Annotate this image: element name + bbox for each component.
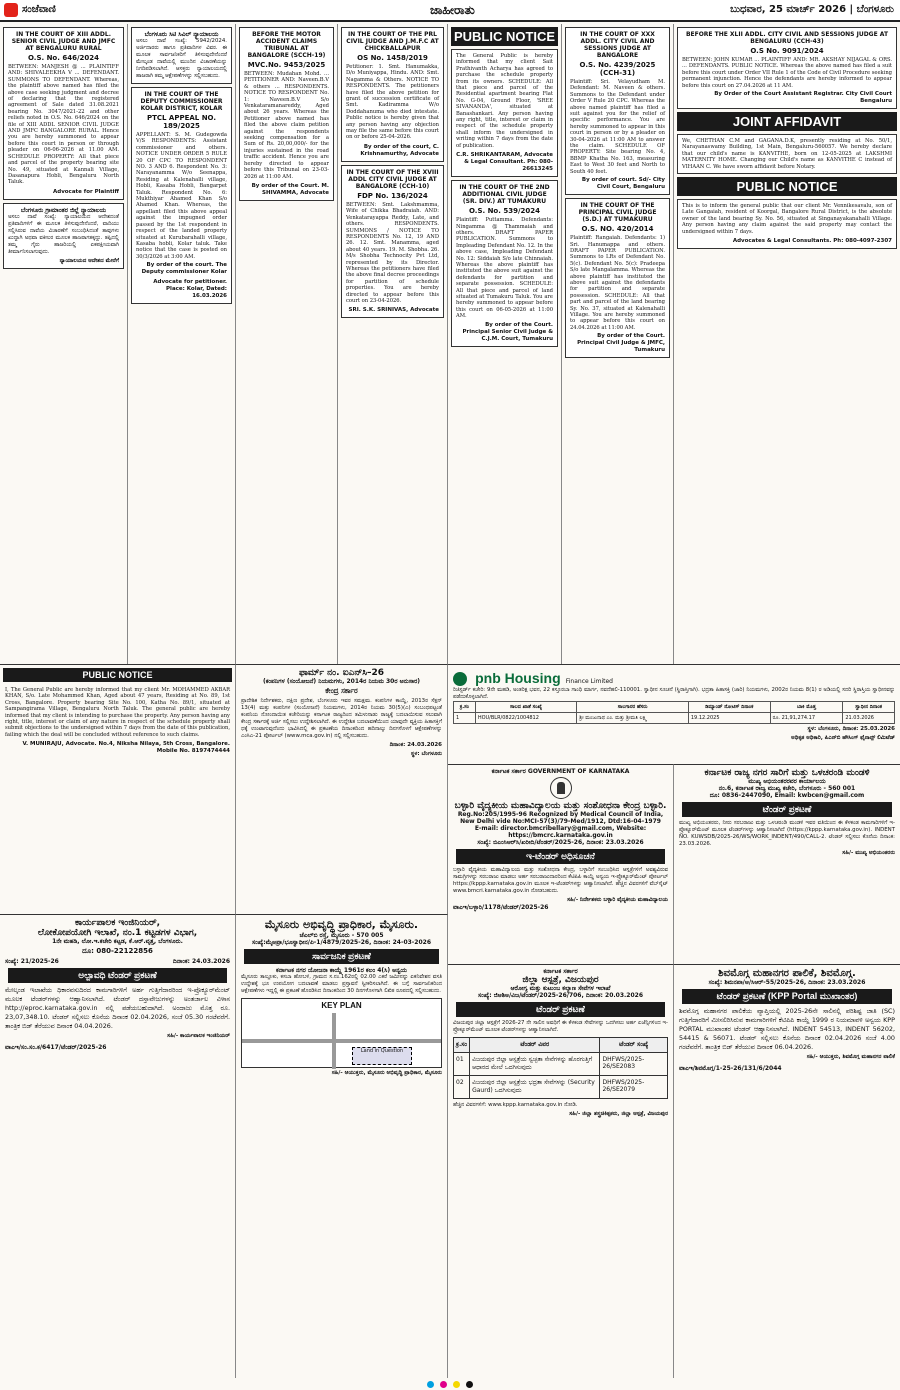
advocate-signature: C.R. SHRIKANTARAM, Advocate & Legal Consultant. Ph: 080-26613245 [456,152,553,173]
tender-body: ಮೇಲ್ಕಂಡ ಇಲಾಖೆಯ ಧಿಕಾರವಸುದಿರದ ಕಾಮಗಾರಿಗಳಿಗೆ ಅರ್ಹ ಗುತ್ತಿಗೆದಾರರಿಂದ ಇ-ಪ್ರೊಕ್ಯೂರ್‌ಮೆಂಟ್ ಮೂಲಕ ಟೆಂಡರ್‌ಗಳನ್ನು ಆಹ್ವಾನಿಸಲಾಗಿದೆ. ಟೆಂಡರ್ ದಸ್ತಾವೇಜುಗಳನ್ನು ಅಂತರ್ಜಾಲ ವಿಳಾಸ http://eproc.karnataka.gov.in ನಲ್ಲಿ ಪಡೆಯಬಹುದಾಗಿದೆ. ಅಂದಾಜು ಮೊತ್ತ ರೂ. 23,07,348.10. ಟೆಂಡರ್ ಸಲ್ಲಿಸಲು ಕೊನೆಯ ದಿನಾಂಕ 02.04.2026, ಸಂಜೆ 05.30 ಗಂಟೆವರೆಗೆ. ತಾಂತ್ರಿಕ ಬಿಡ್ ತೆರೆಯುವ ದಿನಾಂಕ 04.04.2026. [5,986,230,1030]
court-heading: IN THE COURT OF THE 2ND ADDITIONAL CIVIL JUDGE (SR. DIV.) AT TUMAKURU [459,184,550,206]
address: 1ನೇ ಮಹಡಿ, ಲೋ.ಇ.ಕಚೇರಿ ಕಟ್ಟಡ, ಕೆ.ಆರ್.ವೃತ್ತ, ಬೆಂಗಳೂರು. [52,938,183,945]
registration-dot [427,1381,434,1388]
court-heading: ಬೆಂಗಳೂರು ಸಿಟಿ ಸಿವಿಲ್ ನ್ಯಾಯಾಲಯ [144,31,219,38]
case-number: O.S. No. 646/2024 [27,54,99,62]
office-name: ಮುಖ್ಯ ಅಭಿಯಂತರರವರ ಕಾರ್ಯಾಲಯ [748,778,826,785]
ad-code: ವಾಎಇ/ಸಂ.ಸಂ.ಕ/6417/ಟೆಂಡರ್‌/2025-26 [5,1044,107,1051]
kpwd-tender [0,914,236,1378]
table-cell: HOU/BLR/0822/1004812 [475,713,576,724]
tender-banner: ಟೆಂಡರ್ ಪ್ರಕಟಣೆ (KPP Portal ಮುಖಾಂತರ) [682,989,892,1004]
date: ದಿನಾಂಕ: 24.03.2026 [389,742,442,748]
court-notice-os646 [3,27,124,200]
table-header: ಸ್ವಾಧೀನ ದಿನಾಂಕ [843,702,895,713]
mda-public-notice [236,914,448,1378]
reference: ಸಂಖ್ಯೆ: ಬಿಎಂಸಿಆರ್‌ಸಿ/ಖರೀದಿ/ಟೆಂಡರ್/2025-26, ದಿನಾಂಕ: 23.03.2026 [477,839,644,846]
gov-heading: ಕರ್ನಾಟಕ ಸರ್ಕಾರ GOVERNMENT OF KARNATAKA [491,768,630,775]
tender-body: ಬಳ್ಳಾರಿ ವೈದ್ಯಕೀಯ ಮಹಾವಿದ್ಯಾಲಯ ಮತ್ತು ಸಂಶೋಧನಾ ಕೇಂದ್ರ, ಬಳ್ಳಾರಿಗೆ ಸಂಬಂಧಿಸಿದ ಆಸ್ಪತ್ರೆಗಳಿಗೆ ಅವಶ್ಯವಿರುವ ಸಾಮಗ್ರಿಗಳನ್ನು ಸರಬರಾಜು ಮಾಡಲು ಅರ್ಹ ಸರಬರಾಜುದಾರರಿಂದ ಕೆಟಿಪಿಪಿ ಕಾಯ್ದೆ ಅನ್ವಯ ಇ-ಪ್ರೊಕ್ಯೂರ್‌ಮೆಂಟ್ ಪೋರ್ಟಲ್ https://kppp.karnataka.gov.in ಮೂಲಕ ಇ-ಟೆಂಡರ್‌ಗಳನ್ನು ಆಹ್ವಾನಿಸಲಾಗಿದೆ. ಹೆಚ್ಚಿನ ವಿವರಗಳಿಗೆ ವೆಬ್‌ಸೈಟ್ www.bmcri.karnataka.gov.in ನೋಡಬಹುದು. [453,867,668,894]
fdp-notice [341,165,444,319]
vijayapura-hospital-tender [448,964,674,1378]
kolar-dc-notice [131,87,232,304]
column-1 [0,24,128,664]
department: ಆರೋಗ್ಯ ಮತ್ತು ಕುಟುಂಬ ಕಲ್ಯಾಣ ಸೇವೆಗಳ ಇಲಾಖೆ [510,985,611,992]
table-cell: 1 [454,713,476,724]
section-title: ಜಾಹೀರಾತು [430,3,475,17]
advocate-signature: V. MUNIRAJU, Advocate. No.4, Niksha Nilaya, 5th Cross, Bangalore. Mobile No. 8197474444 [22,741,230,755]
contact-info: E-mail: director.bmcribellary@gmail.com, Website: https://bmcrc.karnataka.gov.in [474,825,647,839]
signature: By order of court. Sd/- City Civil Court, Bengaluru [581,177,665,191]
table-cell: DHFWS/2025-26/SE2083 [600,1053,668,1076]
signature: ಸಹಿ/- ಮುಖ್ಯ ಅಭಿಯಂತರರು [842,850,895,856]
corporation-title: ಶಿವಮೊಗ್ಗ ಮಹಾನಗರ ಪಾಲಿಕೆ, ಶಿವಮೊಗ್ಗ. [718,968,856,979]
table-cell: ರೂ. 21,91,274.17 [770,713,843,724]
advocate-signature: By order of the Court. M. SHIVAMMA, Advocate [251,182,329,196]
table-row [454,1076,668,1099]
case-number: MVC.No. 9453/2025 [247,61,326,69]
court-heading: IN THE COURT OF XIII ADDL. SENIOR CIVIL JUDGE AND JMFC AT BENGALURU RURAL [11,31,116,52]
paper-name: ಸಂಜೆವಾಣಿ [22,4,56,15]
form-title: ಫಾರ್ಮ್ ನಂ. ಐಎನ್‌ಸಿ–26 [298,668,385,678]
table-header: ಸಾಲದ ಖಾತೆ ಸಂಖ್ಯೆ [475,702,576,713]
table-header: ಟೆಂಡರ್ ಸಂಖ್ಯೆ [600,1038,668,1053]
notice-body: Plaintiff: Rangaiah. Defendants: 1) Sri. Hanumappa and others. DRAFT PAPER PUBLICATION. Summons to LRs of Defendant No. 5(c). Defendant No. 5(c): Pradeepa S/o late Mangalamma. Whereas the above plaintiff has instituted the above suit against the defendants for partition and separate possession. SCHEDULE: All that part and parcel of the land bearing Sy. No. 37, situated at Kalenahalli Village. You are hereby summoned to appear before this court on 24.04.2026 at 11:00 AM. [570,235,665,331]
advocate-signature: Advocate for Plaintiff [53,188,119,195]
kannada-court-notice [3,203,124,269]
notice-body: APPELLANT: S. M. Gudegowda V/S RESPONDENTS: Assistant commissioner and others. NOTICE UNDER ORDER 5 RULE 20 OF CPC TO RESPONDENT NO. 3 AND 6. Respondent No. 3: Narayanamma W/o Seenappa, Residing at Kalenahalli village, Hobli, Kasaba Hobli, Bangarpet Taluk. Respondent No. 6: Mukthiyar Ahamed Khan S/o Ahamed Khan. Whereas, the appellant filed this above appeal against the impugned order passed by the 1st respondent in respect of the landed property situated at Kurubarahalli village, Kasaba hobli, Kolar taluk. Take notice that the case is posted on 30/3/2026 at 3:00 AM. [136,132,227,260]
signature: ಸಹಿ/- ಆಯುಕ್ತರು, ಮೈಸೂರು ಅಭಿವೃದ್ಧಿ ಪ್ರಾಧಿಕಾರ, ಮೈಸೂರು [331,1070,442,1076]
public-notice-banner: ಸಾರ್ವಜನಿಕ ಪ್ರಕಟಣೆ [244,949,439,964]
phone: ದೂ: 080-22122856 [82,947,153,955]
case-number: O.S. No. 4239/2025 (CCH-31) [579,61,656,77]
case-number: OS No. 1458/2019 [357,54,428,62]
newspaper-logo-icon [4,3,18,17]
mca-inc26-notice [236,664,448,914]
reference: ಸಂಖ್ಯೆ: ಜಿಆಶಿಅ/ವಿಜ/ಟೆಂಡರ್/2025-26/706, ದಿನಾಂಕ: 20.03.2026 [477,992,643,999]
notice-body: Plaintiff: Puttamma. Defendants: Ningamma @ Thammaiah and others. DRAFT PAPER PUBLICATION. Summons to Impleading Defendant No. 12. In the above case, Impleading Defendant No. 12: Siddaiah S/o late Chinnaiah. Whereas the above plaintiff has instituted the above suit against the defendants for partition and separate possession. SCHEDULE: All that piece and parcel of land situated at Tumakuru Taluk. You are hereby summoned to appear before this court on 06-05-2026 at 11:00 AM. [456,217,553,320]
form-subtitle: (ಕಂಪನಿಗಳ (ಸಂಯೋಜನೆ) ನಿಯಮಗಳು, 2014ರ ನಿಯಮ 30ರ ಅನುಸಾರ) [262,678,421,685]
notice-body: ಅಸಲು ದಾವೆ ಸಂಖ್ಯೆ: ನ್ಯಾಯಾಲಯದ ಆದೇಶದಂತೆ ಪ್ರತಿವಾದಿಗಳಿಗೆ ಈ ಮೂಲಕ ತಿಳಿಸುವುದೇನೆಂದರೆ, ವಾದಿಯು ಸಲ್ಲಿಸಿರುವ ದಾವೆಯ ವಿಚಾರಣೆಗೆ ಸಂಬಂಧಿಸಿದಂತೆ ತಾವುಗಳು ಖುದ್ದಾಗಿ ಅಥವಾ ವಕೀಲರ ಮೂಲಕ ಹಾಜರಾಗತಕ್ಕದ್ದು. ತಪ್ಪಿದಲ್ಲಿ ತಮ್ಮ ಗೈರು ಹಾಜರಿಯಲ್ಲಿ ಏಕಪಕ್ಷೀಯವಾಗಿ ತೀರ್ಮಾನಿಸಲಾಗುವುದು. [8,213,119,255]
registration-dot [440,1381,447,1388]
joint-affidavit-banner: JOINT AFFIDAVIT [677,112,897,131]
notice-body: Petitioner: 1. Smt. Hanumakka, D/o Muniyappa, Hindu. AND: Smt. Nagamma & Others. NOTICE TO RESPONDENTS. The petitioners have filed the above petition for grant of succession certificate of Smt. Kadiramma W/o Doddahanuma who died intestate. Public notice is hereby given that any person having any objection may file the same before this court on or before 25-04-2026. [346,64,439,141]
table-row [454,1053,668,1076]
tumakuru-prl-notice [565,198,670,358]
tender-banner: ಟೆಂಡರ್ ಪ್ರಕಟಣೆ [682,802,892,817]
tender-banner: ಅಲ್ಪಾವಧಿ ಟೆಂಡರ್ ಪ್ರಕಟಣೆ [8,968,227,983]
table-header: ಬಾಕಿ ಮೊತ್ತ [770,702,843,713]
tender-table [453,1037,668,1099]
notice-body: BETWEEN: JOHN KUMAR ... PLAINTIFF AND: MR. AKSHAY NIJAGAL & ORS. ... DEFENDANTS. PUBLIC NOTICE. Whereas the above named has filed a suit before this court under Order VII Rule 1 of the Code of Civil Procedure seeking permanent injunction. Hence the defendants are hereby informed to appear before this court on 27.04.2026 at 11 AM. [682,57,892,89]
table-cell: DHFWS/2025-26/SE2079 [600,1076,668,1099]
signature: ಸಹಿ/- ನಿರ್ದೇಶಕರು ಬಳ್ಳಾರಿ ವೈದ್ಯಕೀಯ ಮಹಾವಿದ್ಯಾಲಯ [567,897,668,903]
chickballapur-notice [341,27,444,162]
table-header: ಡಿಮ್ಯಾಂಡ್ ನೋಟಿಸ್ ದಿನಾಂಕ [688,702,770,713]
notice-body: ಅಸಲು ದಾವೆ ಸಂಖ್ಯೆ: 5942/2024. ಅರ್ಜಿದಾರರು ಹಾಗೂ ಪ್ರತಿವಾದಿಗಳ ವಿವರ. ಈ ಮೂಲಕ ಸಾರ್ವಜನಿಕರಿಗೆ ತಿಳಿಸುವುದೇನೆಂದರೆ ಮೇಲ್ಕಂಡ ದಾವೆಯಲ್ಲಿ ಮುಂದಿನ ವಿಚಾರಣೆಯನ್ನು ನಿಗದಿಪಡಿಸಲಾಗಿದೆ. ಆಸಕ್ತರು ನ್ಯಾಯಾಲಯದಲ್ಲಿ ಹಾಜರಾಗಿ ತಮ್ಮ ಆಕ್ಷೇಪಣೆಗಳನ್ನು ಸಲ್ಲಿಸಬಹುದು. [136,38,227,79]
mact-notice [239,27,334,201]
map-title: KEY PLAN [321,1001,362,1010]
notice-body: Plaintiff: Sri. Velayudham M. Defendant: M. Naveen & others. Summons to the Defendant under Order V Rule 20 CPC. Whereas the above named plaintiff has filed a suit against you for the relief of specific performance. You are hereby summoned to appear in this court in person or by a pleader on 30-04-2026 at 11:00 AM to answer the claim. SCHEDULE OF PROPERTY: Site bearing No. 4, BBMP Khatha No. 163, measuring East to West 30 feet and North to South 40 feet. [570,79,665,175]
bmcri-tender [448,764,674,964]
court-heading: IN THE COURT OF THE DEPUTY COMMISSIONER KOLAR DISTRICT, KOLAR [140,91,223,112]
column-5 [448,24,562,664]
table-cell: 21.03.2026 [843,713,895,724]
advocate-signature: Advocate for petitioner. Place: Kolar, Dated: 16.03.2026 [153,279,227,300]
joint-affidavit [677,134,897,174]
office-title: ಕಾರ್ಯಪಾಲಕ ಇಂಜಿನಿಯರ್, [74,918,161,928]
signature: ಸಹಿ/- ಆಯುಕ್ತರು, ಶಿವಮೊಗ್ಗ ಮಹಾನಗರ ಪಾಲಿಕೆ [806,1054,895,1060]
more-info: ಹೆಚ್ಚಿನ ವಿವರಗಳಿಗೆ: www.kppp.karnataka.gov.in ನೋಡಿ. [453,1102,578,1108]
court-heading: BEFORE THE MOTOR ACCIDENT CLAIMS TRIBUNAL AT BANGALORE (SCCH-19) [247,31,326,59]
column-3 [236,24,338,664]
table-cell: 02 [454,1076,470,1099]
date: ದಿನಾಂಕ: 24.03.2026 [172,958,230,965]
tender-body: ವಿಜಯಪುರ ಜಿಲ್ಲಾ ಆಸ್ಪತ್ರೆಗೆ 2026-27 ನೇ ಸಾಲಿನ ಅವಧಿಗೆ ಈ ಕೆಳಕಂಡ ಸೇವೆಗಳನ್ನು ಒದಗಿಸಲು ಅರ್ಹ ಏಜೆನ್ಸಿಗಳಿಂದ ಇ-ಪ್ರೊಕ್ಯೂರ್‌ಮೆಂಟ್ ಮೂಲಕ ಟೆಂಡರ್‌ಗಳನ್ನು ಆಹ್ವಾನಿಸಲಾಗಿದೆ. [453,1020,668,1033]
tender-body: ಮುಖ್ಯ ಅಭಿಯಂತರರು, ನೀರು ಸರಬರಾಜು ಮತ್ತು ಒಳಚರಂಡಿ ಮಂಡಳಿ ಇವರ ವತಿಯಿಂದ ಈ ಕೆಳಕಂಡ ಕಾಮಗಾರಿಗಳಿಗೆ ಇ-ಪ್ರೊಕ್ಯೂರ್‌ಮೆಂಟ್ ಮೂಲಕ ಟೆಂಡರ್‌ಗಳನ್ನು ಆಹ್ವಾನಿಸಲಾಗಿದೆ (https://kppp.karnataka.gov.in). INDENT NO. KUWSDB/2025-26/WS/WORK_INDENT/490/CALL-2. ಟೆಂಡರ್ ಸಲ್ಲಿಸಲು ಕೊನೆಯ ದಿನಾಂಕ: 23.03.2026. [679,820,895,847]
court-heading: ಬೆಂಗಳೂರು ಗ್ರಾಮಾಂತರ ಜಿಲ್ಲೆ ನ್ಯಾಯಾಲಯ [20,206,107,214]
signature: ಅಧಿಕೃತ ಅಧಿಕಾರಿ, ಪಿಎನ್‌ಬಿ ಹೌಸಿಂಗ್ ಫೈನಾನ್ಸ್ ಲಿಮಿಟೆಡ್ [791,735,895,741]
reference: ಸಂಖ್ಯೆ: 21/2025-26 [5,958,59,965]
color-registration-bar [0,1378,900,1390]
land-plot [352,1047,412,1065]
signature: By order of the court. The Deputy commissioner Kolar [141,262,227,276]
registration-dot [453,1381,460,1388]
notice-body: ಪ್ರಾದೇಶಿಕ ನಿರ್ದೇಶಕರು, ದಕ್ಷಿಣ ಪ್ರದೇಶ, ಬೆಂಗಳೂರು ಇವರ ಸಮಕ್ಷಮ. ಕಂಪನಿಗಳ ಕಾಯ್ದೆ, 2013ರ ಸೆಕ್ಷನ್ 13(4) ಮತ್ತು ಕಂಪನಿಗಳ (ಸಂಯೋಜನೆ) ನಿಯಮಗಳು, 2014ರ ನಿಯಮ 30(5)(ಎ) ಸಂಬಂಧಪಟ್ಟಂತೆ ಕಂಪನಿಯ ನೋಂದಾಯಿತ ಕಚೇರಿಯನ್ನು ಕರ್ನಾಟಕ ರಾಜ್ಯದಿಂದ ತಮಿಳುನಾಡು ರಾಜ್ಯಕ್ಕೆ ಬದಲಾಯಿಸುವ ಸಲುವಾಗಿ ಕೇಂದ್ರ ಸರ್ಕಾರಕ್ಕೆ ಅರ್ಜಿ ಸಲ್ಲಿಸಲು ಉದ್ದೇಶಿಸಲಾಗಿದೆ. ಈ ಉದ್ದೇಶಿತ ಬದಲಾವಣೆಯಿಂದ ಯಾವುದೇ ವ್ಯಕ್ತಿಯ ಹಿತಾಸಕ್ತಿಗೆ ಧಕ್ಕೆ ಉಂಟಾಗುವುದೆಂದು ಭಾವಿಸಿದಲ್ಲಿ ಈ ಪ್ರಕಟಣೆಯ ದಿನಾಂಕದಿಂದ ಹದಿನಾಲ್ಕು ದಿನಗಳೊಳಗೆ ಆಕ್ಷೇಪಣೆಗಳನ್ನು ಎಂಸಿಎ-21 ಪೋರ್ಟಲ್ (www.mca.gov.in) ನಲ್ಲಿ ಸಲ್ಲಿಸಬಹುದು. [241,698,442,739]
case-number: FDP No. 136/2024 [357,191,428,200]
address: ಜೆಎಲ್‌ಬಿ ರಸ್ತೆ, ಮೈಸೂರು - 570 005 [299,932,384,939]
notice-body: BETWEEN: Mudahan Mohd. ... PETITIONER AND: Naveen.B.V & others ... RESPONDENTS. NOTICE TO RESPONDENT No. 1: Naveen.B.V S/o Venkataramanareddy, Aged about 26 years. Whereas the Petitioner above named has filed the above claim petition against the respondents seeking compensation for a Sum of Rs. 20,00,000/- for the injuries sustained in the road traffic accident. Hence you are hereby directed to appear before this Tribunal on 23-03-2026 at 11:00 AM. [244,71,329,180]
notice-body: The General Public is hereby informed that my client Sait Prathivanth Acharya has agreed to purchase the schedule property from its owners. SCHEDULE: All that piece and parcel of the Residential apartment bearing Flat No. G-04, Ground Floor, 'SREE SIVANANDA', situated at Banashankari. Any person having any right, title, interest or claim in respect of the schedule property shall inform the undersigned in writing within 7 days from the date of publication. [456,53,553,149]
tender-banner: ಇ-ಟೆಂಡರ್ ಅಧಿಸೂಚನೆ [456,849,665,864]
ad-code: ವಾಎಇ/ಶಿವಮೊಗ್ಗ/1-25-26/131/6/2044 [679,1065,782,1072]
reference: ಸಂಖ್ಯೆ: ಶಿಮನಪಾ/ಆ/ಸಿಆರ್-55/2025-26, ದಿನಾಂಕ: 23.03.2026 [708,979,866,986]
ad-code: ವಾಎಇ/ಬಳ್ಳಾರಿ/1178/ಟೆಂಡರ್/2025-26 [453,904,549,911]
advocate-signature: SRI. S.K. SRINIVAS, Advocate [348,307,439,314]
table-header: ಟೆಂಡರ್ ವಿವರ [470,1038,600,1053]
place-date: ಸ್ಥಳ: ಬೆಂಗಳೂರು, ದಿನಾಂಕ: 25.03.2026 [807,726,895,732]
signature: By Order of the Court Assistant Registrar. City Civil Court Bengaluru [714,91,892,105]
map-road [242,1039,441,1043]
pnb-logo-icon [453,672,467,686]
column-6 [562,24,674,664]
shivamogga-tender [674,964,900,1378]
advocate-signature: By order of the court, C. Krishnamurthy, Advocate [360,143,439,157]
notice-body: This is to inform the general public that our client Mr. Vennikesavalu, son of Late Gangaiah, resident of Koorgal, Bangalore Rural District, is the absolute owner of the land bearing Sy. No. 56, situated at Singanayakanahalli Village. Any person having any claim against the said property may contact the undersigned within 7 days. [682,203,892,235]
kuwsdb-tender [674,764,900,964]
column-2 [128,24,236,664]
gov-heading: ಕರ್ನಾಟಕ ಸರ್ಕಾರ [543,968,578,975]
case-number: O.S. NO. 420/2014 [581,225,654,234]
registration-dot [466,1381,473,1388]
signature: ಸಹಿ/- ಜಿಲ್ಲಾ ಶಸ್ತ್ರಚಿಕಿತ್ಸಕರು, ಜಿಲ್ಲಾ ಆಸ್ಪತ್ರೆ, ವಿಜಯಪುರ [569,1111,668,1117]
court-heading: IN THE COURT OF THE XVIII ADDL CITY CIVIL JUDGE AT BANGALORE (CCH-10) [346,168,439,190]
pnb-housing-notice [448,664,900,764]
act-subtitle: ಕರ್ನಾಟಕ ನಗರ ಯೋಜನಾ ಕಾಯ್ದೆ 1961ರ ಕಲಂ 4(ಸಿ) ಅನ್ವಯ [276,967,407,974]
public-notice-flat [451,49,558,177]
signature: ಸಹಿ/- ಕಾರ್ಯಪಾಲಕ ಇಂಜಿನಿಯರ್ [167,1033,230,1039]
key-plan-map [241,998,442,1068]
reference: ಸಂಖ್ಯೆ:ಮೈಅಪ್ರಾ/ಭೂಸ್ವಾಧೀನ/ಪಿ-1/4879/2025-26, ದಿನಾಂಕ: 24-03-2026 [252,939,431,946]
board-title: ಕರ್ನಾಟಕ ರಾಜ್ಯ ನಗರ ಸಾರಿಗೆ ಮತ್ತು ಒಳಚರಂಡಿ ಮಂಡಳಿ [704,768,870,778]
case-number: O.S No. 9091/2024 [750,47,824,55]
notice-body: ರಿಜಿಸ್ಟರ್ಡ್ ಕಚೇರಿ: 9ನೇ ಮಹಡಿ, ಅಂತರಿಕ್ಷ ಭವನ, 22 ಕಸ್ತೂರಬಾ ಗಾಂಧಿ ಮಾರ್ಗ, ನವದೆಹಲಿ-110001. ಸ್ವಾಧೀನ ಸೂಚನೆ (ಸ್ಥಿರಾಸ್ತಿಗಾಗಿ). ಭದ್ರತಾ ಹಿತಾಸಕ್ತಿ (ಜಾರಿ) ನಿಯಮಗಳು, 2002ರ ನಿಯಮ 8(1) ರ ಅಡಿಯಲ್ಲಿ ಸದರಿ ಸ್ಥಿರಾಸ್ತಿಯ ಸ್ವಾಧೀನವನ್ನು ಪಡೆದುಕೊಳ್ಳಲಾಗಿದೆ. [453,687,895,700]
court-heading: BEFORE THE XLII ADDL. CITY CIVIL AND SESSIONS JUDGE AT BENGALURU (CCH-43) [685,31,889,45]
column-7 [674,24,900,664]
address: ನಂ.6, ಕರ್ನಾಟಕ ರಾಜ್ಯ ಮುಖ್ಯ ಕಚೇರಿ, ಬೆಂಗಳೂರು - 560 001 [718,785,856,792]
signature: By order of the Court. Principal Civil Judge & JMFC, Tumakuru [577,333,665,354]
contact-info: ದೂ: 0836-2447090, Email: kwbcen@gmail.com [709,792,865,799]
table-header: ಕ್ರ.ಸಂ [454,1038,470,1053]
public-notice-banner: PUBLIC NOTICE [451,27,558,46]
table-cell: 19.12.2025 [688,713,770,724]
table-header: ಸಾಲಗಾರರ ಹೆಸರು [577,702,689,713]
cch31-notice [565,27,670,195]
public-notice-akbar [0,664,236,914]
karnataka-emblem-icon [550,777,572,799]
signature: ನ್ಯಾಯಾಲಯದ ಆದೇಶದ ಮೇರೆಗೆ [59,257,119,264]
institution-title: ಬಳ್ಳಾರಿ ವೈದ್ಯಕೀಯ ಮಹಾವಿದ್ಯಾಲಯ ಮತ್ತು ಸಂಶೋಧನಾ ಕೇಂದ್ರ ಬಳ್ಳಾರಿ. [454,801,667,811]
public-notice-land [677,199,897,249]
notice-body: BETWEEN: Smt. Lakshmamma, Wife of Chikka Bhadraiah. AND: Venkatarayappa Reddy, Late, and others. RESPONDENTS. SUMMONS / NOTICE TO RESPONDENTS No. 12, 19 AND 26. 12. Smt. Manamma, aged about 40 years. 19. M. Shobha. 26. M/s Shobha Technocity Pvt Ltd, represented by its Director. Whereas the petitioners have filed the above final decree proceedings for partition of schedule properties. You are hereby directed to appear before this court on 23-04-2026. [346,201,439,304]
registration: Reg.No:205/1995-96 Recognized by Medical Council of India, New Delhi vide No:MCI-57(3)/79-Med/1912, Dtd:16-04-1979 [457,811,664,825]
edition-date: ಬುಧವಾರ, 25 ಮಾರ್ಚ್ 2026 | ಬೆಂಗಳೂರು [730,4,894,15]
masthead [0,0,900,22]
kannada-civil-notice [131,27,232,84]
signature: By order of the Court. Principal Senior Civil Judge & C.J.M. Court, Tumakuru [462,321,553,342]
authority-title: ಮೈಸೂರು ಅಭಿವೃದ್ಧಿ ಪ್ರಾಧಿಕಾರ, ಮೈಸೂರು. [264,918,419,931]
public-notice-banner: PUBLIC NOTICE [3,668,232,682]
court-heading: IN THE COURT OF THE PRL CIVIL JUDGE AND J.M.F.C AT CHICKBALLAPUR [346,31,439,52]
court-heading: IN THE COURT OF XXX ADDL. CITY CIVIL AND SESSIONS JUDGE AT BANGALORE [580,31,655,59]
hospital-title: ಜಿಲ್ಲಾ ಆಸ್ಪತ್ರೆ, ವಿಜಯಪುರ [522,975,599,985]
authority: ಕೇಂದ್ರ ಸರ್ಕಾರ [325,687,358,695]
table-header: ಕ್ರ.ಸಂ [454,702,476,713]
cch43-notice [677,27,897,109]
table-cell: 01 [454,1053,470,1076]
affidavit-body: We, CHETHAN C.M and GAGANA.D.K, presently residing at No. 50/1, Narayanaswamy Building, 1st Main, Bengaluru-560057. We hereby declare that our child's name is KANVITHE, born on 12-05-2025 at LAKSHMI MATERNITY HOME. Changing our Child's name as KANVITHE C instead of VIHAAN C. We have sworn affidavit before Notary. [682,138,892,170]
place: ಸ್ಥಳ: ಬೆಂಗಳೂರು [410,751,442,757]
map-road [332,1013,336,1069]
advocate-signature: Advocates & Legal Consultants. Ph: 080-4097-2307 [732,238,892,245]
column-4 [338,24,448,664]
possession-table [453,701,895,724]
court-heading: IN THE COURT OF THE PRINCIPAL CIVIL JUDGE (S.D.) AT TUMAKURU [578,202,657,224]
tender-body: ಶಿವಮೊಗ್ಗ ಮಹಾನಗರ ಪಾಲಿಕೆಯ ವ್ಯಾಪ್ತಿಯಲ್ಲಿ 2025-26ನೇ ಸಾಲಿನಲ್ಲಿ ಪರಿಶಿಷ್ಟ ಜಾತಿ (SC) ಗುತ್ತಿಗೆದಾರರಿಗೆ ಮೀಸಲಿರಿಸಿರುವ ಕಾಮಗಾರಿಗಳಿಗೆ ಕೆಟಿಪಿಪಿ ಕಾಯ್ದೆ 1999 ರ ನಿಯಮಾವಳಿ ಅನ್ವಯ KPP PORTAL ಮುಖಾಂತರ ಟೆಂಡರ್ ಆಹ್ವಾನಿಸಲಾಗಿದೆ. INDENT 54513, INDENT 56202, 54415 & 56071. ಟೆಂಡರ್ ಸಲ್ಲಿಸಲು ಕೊನೆಯ ದಿನಾಂಕ 02.04.2026 ಸಂಜೆ 4.00 ಗಂಟೆವರೆಗೆ. ತಾಂತ್ರಿಕ ಬಿಡ್ ತೆರೆಯುವ ದಿನಾಂಕ 06.04.2026. [679,1007,895,1051]
case-number: O.S. No. 539/2024 [468,207,540,216]
tender-banner: ಟೆಂಡರ್ ಪ್ರಕಟಣೆ [456,1002,665,1017]
table-cell: ವಿಜಯಪುರ ಜಿಲ್ಲಾ ಆಸ್ಪತ್ರೆಯ ಸ್ವಚ್ಛತಾ ಸೇವೆಗಳನ್ನು ಹೊರಗುತ್ತಿಗೆ ಆಧಾರದ ಮೇಲೆ ಒದಗಿಸುವುದು [470,1053,600,1076]
tumakuru-notice [451,180,558,347]
case-number: PTCL APPEAL NO. 189/2025 [146,114,217,130]
notice-body: BETWEEN: MANJESH @ ... PLAINTIFF AND: SHIVALEEKHA V ... DEFENDANT. SUMMONS TO DEFENDANT. Whereas, the plaintiff above named has filed the above case seeking judgment and decree of declaring that the registered agreement of Sale dated 31.08.2021 bearing No. 3047/2021-22 and other reliefs noted in O.S. No. 646/2024 on the file of XIII ADDL SENIOR CIVIL JUDGE AND JMFC BANGALORE RURAL. Hence you are hereby summoned to appear before this court in person or through pleader on 06-06-2026 at 11.00 AM. SCHEDULE PROPERTY: All that piece and parcel of the property bearing site No. 49, situated at Kannali Village, Dasanapura Hobli, Bengaluru North Taluk. [8,64,119,186]
public-notice-banner: PUBLIC NOTICE [677,177,897,196]
company-name: pnb Housing [475,670,561,686]
notice-body: I, The General Public are hereby informed that my client Mr. MOHAMMED AKBAR KHAN, S/o. Late Mohammed Khan, Aged about 47 years, Residing at No. 89, 1st Cross, Bangalore. Property bearing Site No. 100, Katha No. 89/1, situated at Sampangirama Village, Bengaluru North Taluk. The general public are hereby informed that my client is intending to purchase the property. Any person having any right, title, interest or claim of any nature in respect of the schedule property shall submit objections to the undersigned within 7 days from the date of this publication, failing which the deal will be concluded without reference to such claims. [5,687,230,738]
company-sub: Finance Limited [565,678,613,685]
table-cell: ವಿಜಯಪುರ ಜಿಲ್ಲಾ ಆಸ್ಪತ್ರೆಯ ಭದ್ರತಾ ಸೇವೆಗಳನ್ನು (Security Gaurd) ಒದಗಿಸುವುದು [470,1076,600,1099]
notice-body: ಮೈಸೂರು ತಾಲ್ಲೂಕು, ಕಸಬಾ ಹೋಬಳಿ, ಗ್ರಾಮದ ಸ.ನಂ.162ರಲ್ಲಿ 02.00 ಎಕರೆ ಜಮೀನನ್ನು ಏಕನಿವೇಶನ ವಸತಿ ಉದ್ದೇಶಕ್ಕೆ ಭೂ ಉಪಯೋಗ ಬದಲಾವಣೆ ಮಾಡಲು ಪ್ರಸ್ತಾವನೆ ಸ್ವೀಕರಿಸಲಾಗಿದೆ. ಈ ಬಗ್ಗೆ ಸಾರ್ವಜನಿಕರಿಂದ ಆಕ್ಷೇಪಣೆಗಳು ಇದ್ದಲ್ಲಿ ಈ ಪ್ರಕಟಣೆ ಹೊರಡಿಸಿದ ದಿನಾಂಕದಿಂದ 30 ದಿನಗಳೊಳಗಾಗಿ ಲಿಖಿತ ರೂಪದಲ್ಲಿ ಸಲ್ಲಿಸಬಹುದು. [241,974,442,994]
table-cell: ಶ್ರೀ ಮಂಜುನಾಥ ಎಂ. ಮತ್ತು ಶ್ರೀಮತಿ ಲಕ್ಷ್ಮಿ [577,713,689,724]
land-label: Land in Question [360,1048,404,1054]
division-name: ಲೋಕೋಪಯೋಗಿ ಇಲಾಖೆ, ನಂ.1 ಕಟ್ಟಡಗಳ ವಿಭಾಗ, [37,928,198,938]
